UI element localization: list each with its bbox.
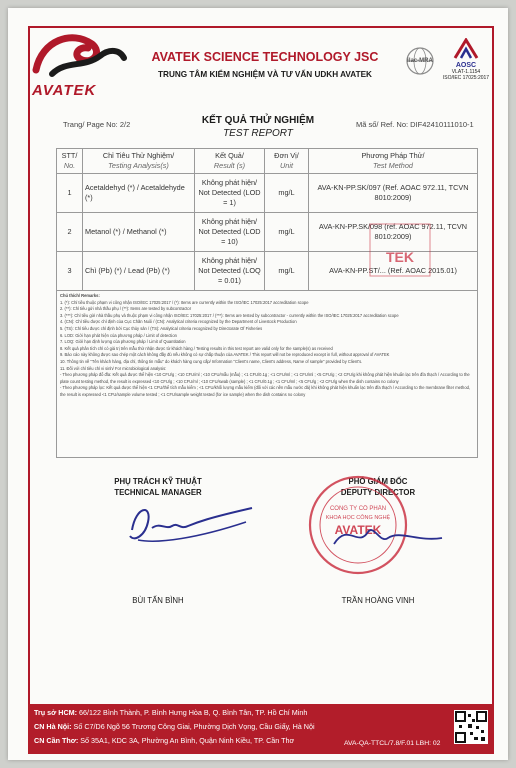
remark-line: 4. (CN): Chỉ tiêu được chỉ định của Cục Chăn Nuôi / (CN): Analytical criteria recognized by the Department of Livestock Production [60,319,297,325]
aosc-mark [440,38,492,88]
cell-result: Không phát hiện/ Not Detected (LOD = 1) [195,174,265,213]
cell-analysis: Metanol (*) / Methanol (*) [83,213,195,252]
cell-no: 3 [57,252,83,291]
iso-label: ISO/IEC 17025:2017 [442,75,490,81]
svg-text:KHOA HỌC CÔNG NGHỆ: KHOA HỌC CÔNG NGHỆ [325,515,391,521]
table-row [57,174,478,213]
report-title-vi: KẾT QUẢ THỬ NGHIỆM [201,115,315,126]
cell-unit: mg/L [265,213,309,252]
col-header-no: STT/ No. [57,149,83,174]
remark-line: 8. Kết quả phân tích chỉ có giá trị trên mẫu thử nhận được từ khách hàng / Testing results in this test report are valid only for the sample(s) as received [60,345,333,351]
footer-cantho: CN Cần Thơ: Số 35A1, KDC 3A, Phường An Bình, Quận Ninh Kiều, TP. Cần Thơ [34,736,295,745]
deputy-director-name: TRẦN HOÀNG VINH [341,596,415,605]
remarks-box [56,290,478,458]
remark-line: 2. (**): Chỉ tiêu gửi nhà thầu phụ / (**): Items are tested by subcontractor [60,306,192,312]
remarks-heading: Chú thích/ Remarks: [60,293,100,298]
technical-manager-signature-icon [118,500,258,550]
page-number: Trang/ Page No: 2/2 [63,120,131,129]
report-title-en: TEST REPORT [223,128,293,139]
technical-manager-title: PHỤ TRÁCH KỸ THUẬT TECHNICAL MANAGER [114,477,202,497]
ilac-mra-mark [400,46,440,80]
cell-no: 1 [57,174,83,213]
cell-method: AVA-KN-PP.ST/... (Ref. AOAC 2015.01) [309,252,478,291]
aosc-sub: VLAT-1.1154 [451,69,481,75]
company-name: AVATEK SCIENCE TECHNOLOGY JSC [151,50,379,64]
footer-hcm: Trụ sở HCM: 66/122 Bình Thành, P. Bình Hưng Hòa B, Q. Bình Tân, TP. Hồ Chí Minh [34,708,308,717]
col-header-analysis: Chỉ Tiêu Thử Nghiệm/ Testing Analysis(s) [83,149,195,174]
cell-result: Không phát hiện/ Not Detected (LOQ = 0.01) [195,252,265,291]
col-header-unit: Đơn Vị/ Unit [265,149,309,174]
remark-line: - Theo phương pháp lọc: Kết quả được thể hiện <1 CFU/thể tích mẫu kiểm ; <1 CFU/khối lượng mẫu kiểm (đối với các nền mẫu nước đá) khi không phát hiện khuẩn lạc trên đĩa thạch / According to the membrane filter method, the result is expressed <1 CFU/sample volume tested ; <1 CFU/sample weight tested (for ice sample) when the dish contains no colony [60,385,471,397]
deputy-director-signature-icon [328,518,448,558]
remark-line: 7. LOQ: Giới hạn định lượng của phương pháp / Limit of Quantitation [60,339,186,345]
deputy-director-title: PHÓ GIÁM ĐỐC DEPUTY DIRECTOR [340,477,416,497]
svg-text:AVATEK: AVATEK [334,523,382,537]
table-header-row [57,149,478,174]
table-stamp-icon [362,218,442,282]
remark-line: - Theo phương pháp đổ đĩa: Kết quả được thể hiện <10 CFU/g ; <10 CFU/ml ; <10 CFU/mẫu (mẫu) ; <1 CFU/0.1g ; <1 CFU/ml ; <1 CFU/ml ; <5 CFU/g ; <2 CFU/g khi không phát hiện khuẩn lạc trên đĩa thạch / According to the plate count testing method, the result is expressed <10 CFU/g ; <10 CFU/ml ; <10 CFU/swab (sample) ; <1 CFU/0.1g ; <1 CFU/ml ; <5 CFU/g ; <2 CFU/g when the dish contains no colony [60,372,470,384]
report-title [178,114,338,140]
cell-analysis: Chì (Pb) (*) / Lead (Pb) (*) [83,252,195,291]
remark-line: 6. LOD: Giới hạn phát hiện của phương pháp / Limit of detection [60,332,177,338]
svg-text:TEK: TEK [386,249,414,265]
qr-code-icon [454,710,488,744]
technical-manager-name: BÙI TẤN BÌNH [132,596,184,605]
col-header-method: Phương Pháp Thử/ Test Method [309,149,478,174]
report-page [8,8,508,760]
cell-unit: mg/L [265,252,309,291]
remark-line: 11. Đối với chỉ tiêu chỉ vi sinh/ For microbiological analysis: [60,365,167,371]
remark-line: 5. (TS): Chỉ tiêu được chỉ định bởi Cục thủy sản / (TS): Analytical criteria recognized by Directorate Of Fisheries [60,325,263,331]
ilac-label: ilac-MRA [407,58,433,64]
aosc-triangle-icon [451,38,481,60]
remark-line: 10. Thông tin về "Tên khách hàng, địa chỉ, thông tin mẫu" do khách hàng cung cấp/ Information "Client's name, Client's address, Name of sample" provided by Client's. [60,358,363,364]
footer-hanoi: CN Hà Nội: Số C7/D6 Ngõ 56 Trương Công Giai, Phường Dịch Vọng, Cầu Giấy, Hà Nội [34,722,315,731]
center-name: TRUNG TÂM KIỂM NGHIỆM VÀ TƯ VẤN UDKH AVATEK [158,70,372,79]
cell-analysis: Acetaldehyd (*) / Acetaldehyde (*) [83,174,195,213]
aosc-label: AOSC [455,62,477,69]
cell-method: AVA-KN-PP.SK/098 (ref. AOAC 972.11, TCVN 8010:2009) [309,213,478,252]
cell-result: Không phát hiện/ Not Detected (LOD = 10) [195,213,265,252]
reference-number: Mã số/ Ref. No: DIF42410111010-1 [356,120,474,129]
cell-no: 2 [57,213,83,252]
logo-wordmark: AVATEK [32,82,97,99]
remark-line: 1. (*): Chỉ tiêu thuộc phạm vi công nhận ISO/IEC 17025:2017 / (*): Items are currently within the ISO/IEC 17025:2017 accreditation scope [60,299,309,305]
document-code: AVA-QA-TTCL/7.8/F.01 LBH: 02 [344,740,441,747]
col-header-result: Kết Quả/ Result (s) [195,149,265,174]
cell-method: AVA-KN-PP.SK/097 (Ref. AOAC 972.11, TCVN 8010:2009) [309,174,478,213]
remark-line: 9. Báo cáo này không được sao chép một cách không đầy đủ nếu không có sự chấp thuận của AVATEK / This report will not be reproduced except in full, without approval of AVATEK [60,352,390,358]
cell-unit: mg/L [265,174,309,213]
remark-line: 3. (***): Chỉ tiêu gửi nhà thầu phụ và thuộc phạm vi công nhận ISO/IEC 17025:2017 / (***): Items are tested by subcontractor - currently within the ISO/IEC 17025:2017 accreditation scope [60,312,399,318]
svg-text:CÔNG TY CỔ PHẦN: CÔNG TY CỔ PHẦN [329,506,387,512]
